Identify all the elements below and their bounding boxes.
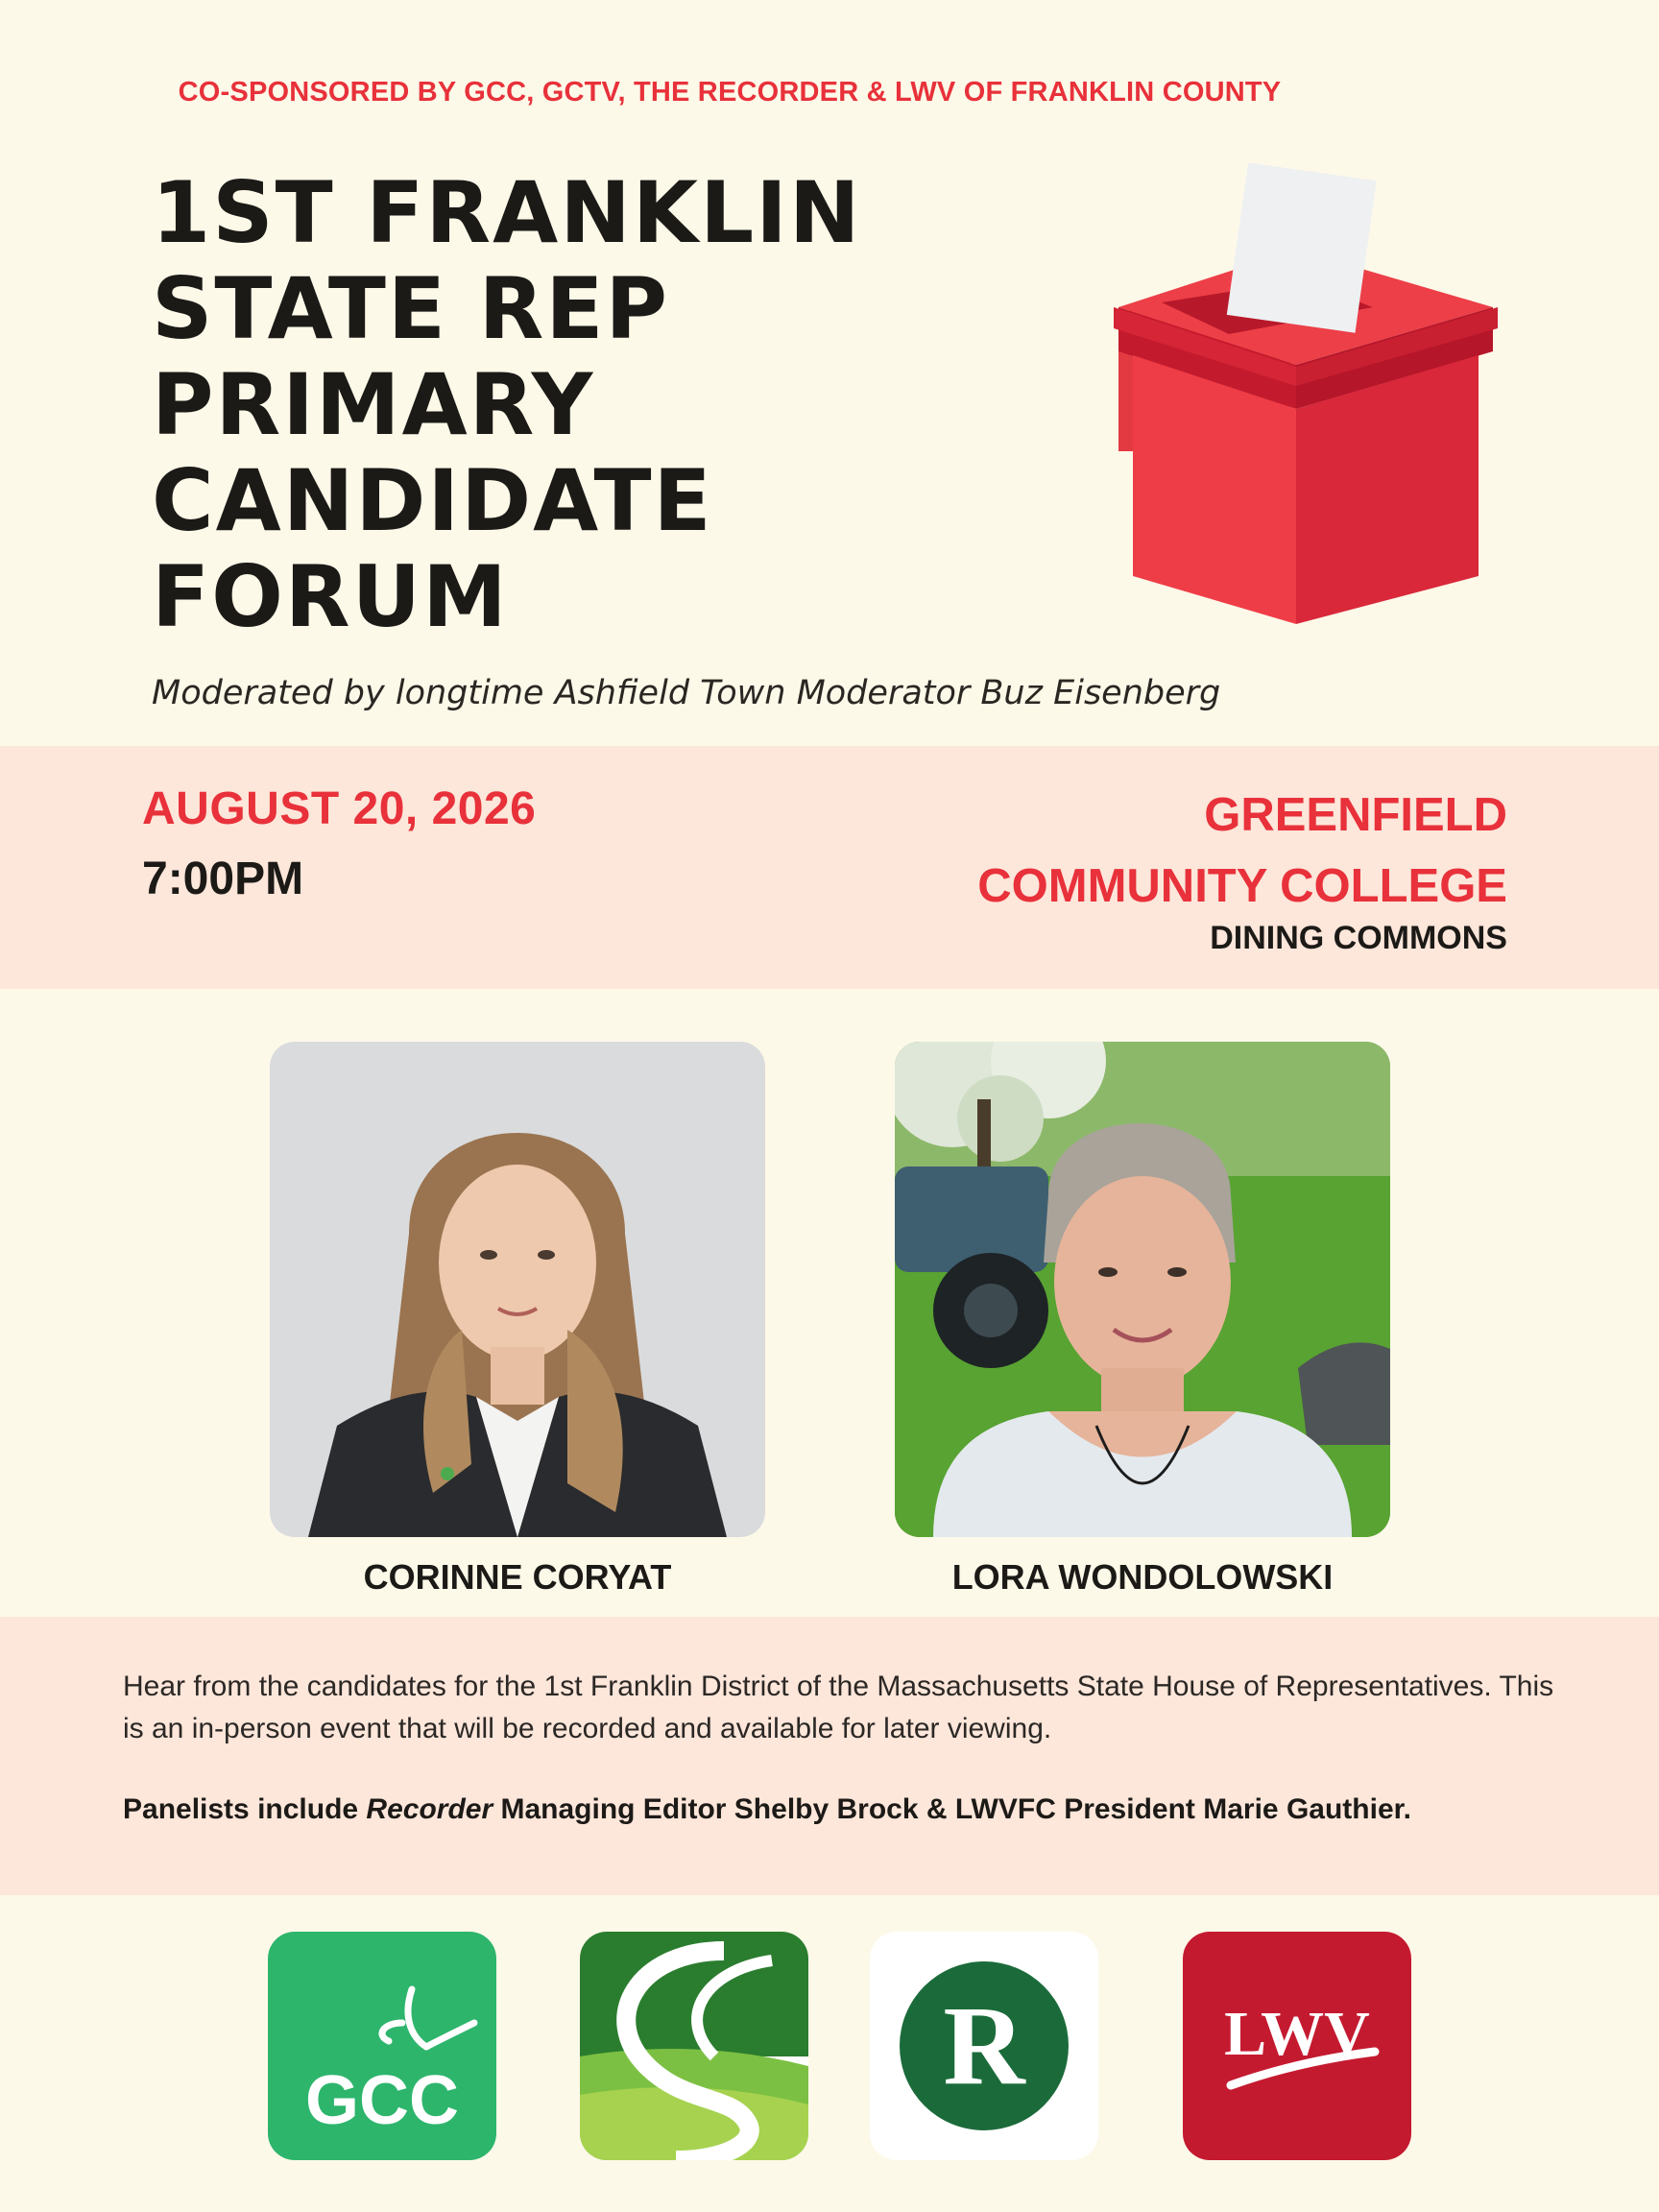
description-band — [0, 1617, 1659, 1895]
ballot-box-icon — [1094, 163, 1498, 634]
event-title — [152, 165, 1073, 645]
candidate-name: LORA WONDOLOWSKI — [951, 1557, 1334, 1597]
moderator-line: Moderated by longtime Ashfield Town Moderator Buz Eisenberg — [152, 674, 1221, 712]
lwv-logo — [1183, 1932, 1411, 2160]
title-line: PRIMARY — [152, 355, 595, 454]
title-line: CANDIDATE — [152, 451, 713, 550]
gcc-logo-text: GCC — [305, 2062, 459, 2139]
candidate-name: CORINNE CORYAT — [363, 1557, 672, 1597]
title-line: STATE REP — [152, 259, 669, 358]
panelists-prefix: Panelists include — [123, 1793, 367, 1825]
gcc-logo — [268, 1932, 496, 2160]
recorder-logo — [870, 1932, 1098, 2160]
title-line: FORUM — [152, 547, 509, 646]
title-line: 1ST FRANKLIN — [152, 163, 862, 262]
sponsor-line: CO-SPONSORED BY GCC, GCTV, THE RECORDER & LWV OF FRANKLIN COUNTY — [178, 77, 1282, 108]
candidate-photo — [895, 1042, 1390, 1537]
lwv-logo-text: LWV — [1224, 1999, 1370, 2069]
candidate-photo — [270, 1042, 765, 1537]
panelists-suffix: Managing Editor Shelby Brock & LWVFC President Marie Gauthier. — [493, 1793, 1411, 1825]
panelists-line — [123, 1793, 1563, 1826]
event-venue — [977, 780, 1507, 922]
panelists-publication: Recorder — [366, 1793, 493, 1825]
venue-line: GREENFIELD — [1204, 789, 1507, 841]
event-room: DINING COMMONS — [1210, 920, 1507, 956]
event-time: 7:00PM — [142, 854, 304, 904]
event-date: AUGUST 20, 2026 — [142, 783, 537, 834]
recorder-logo-text: R — [943, 1983, 1025, 2108]
event-description: Hear from the candidates for the 1st Franklin District of the Massachusetts State House of Representatives. This is an in-person event that will be recorded and available for later viewing. — [123, 1671, 1554, 1744]
venue-line: COMMUNITY COLLEGE — [977, 860, 1507, 912]
gctv-logo — [580, 1932, 808, 2160]
